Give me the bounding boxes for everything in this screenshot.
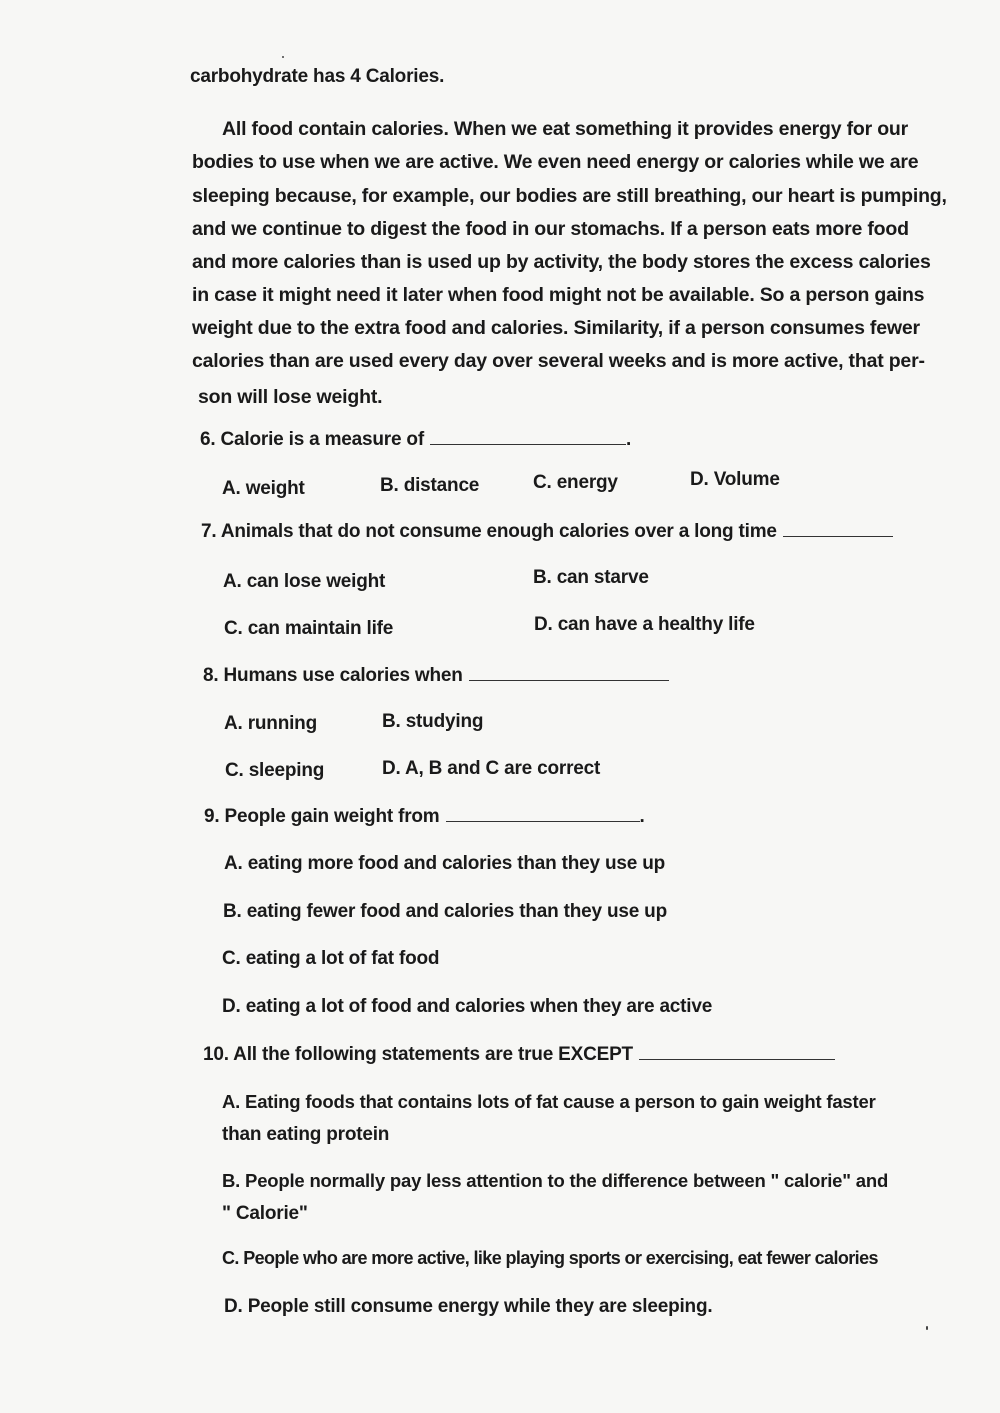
option-letter: A. bbox=[224, 713, 243, 734]
option-text: eating more food and calories than they use up bbox=[242, 853, 666, 874]
q10-option-d[interactable] bbox=[224, 1296, 712, 1318]
q8-option-c[interactable] bbox=[225, 760, 324, 782]
paragraph-line: sleeping because, for example, our bodies are still breathing, our heart is pumping, bbox=[192, 185, 947, 207]
option-text: Eating foods that contains lots of fat cause a person to gain weight faster bbox=[240, 1091, 876, 1112]
question-8 bbox=[203, 665, 669, 687]
option-letter: B. bbox=[222, 1170, 241, 1191]
question-stem: 8. Humans use calories when bbox=[203, 665, 463, 686]
dust-speck bbox=[926, 1326, 928, 1330]
q7-option-b[interactable] bbox=[533, 567, 649, 589]
option-text: eating a lot of food and calories when they are active bbox=[240, 996, 713, 1017]
q8-option-b[interactable] bbox=[382, 711, 483, 733]
paragraph-line: in case it might need it later when food might not be available. So a person gains bbox=[192, 284, 925, 306]
option-text: studying bbox=[400, 711, 484, 732]
q9-option-d[interactable] bbox=[222, 996, 712, 1018]
option-letter: D. bbox=[382, 758, 401, 779]
option-letter: C. bbox=[533, 472, 552, 493]
paragraph-line: weight due to the extra food and calories. Similarity, if a person consumes fewer bbox=[192, 317, 920, 339]
answer-blank[interactable] bbox=[639, 1044, 835, 1060]
question-stem: 6. Calorie is a measure of bbox=[200, 429, 424, 450]
question-suffix: . bbox=[639, 806, 645, 827]
option-text: Volume bbox=[708, 469, 780, 490]
q10-option-b[interactable] bbox=[222, 1170, 888, 1192]
option-text: People still consume energy while they are sleeping. bbox=[242, 1296, 713, 1317]
q9-option-a[interactable] bbox=[224, 853, 665, 875]
option-letter: C. bbox=[222, 948, 241, 969]
option-letter: B. bbox=[382, 711, 401, 732]
q10-option-a[interactable] bbox=[222, 1091, 876, 1113]
q9-option-b[interactable] bbox=[223, 901, 667, 923]
paragraph-line: and we continue to digest the food in our stomachs. If a person eats more food bbox=[192, 218, 909, 240]
q10-option-b-cont: " Calorie" bbox=[222, 1203, 308, 1224]
q6-option-a[interactable] bbox=[222, 478, 305, 500]
q7-option-c[interactable] bbox=[224, 618, 393, 640]
q6-option-c[interactable] bbox=[533, 472, 618, 494]
answer-blank[interactable] bbox=[430, 429, 626, 445]
paragraph-line: All food contain calories. When we eat something it provides energy for our bbox=[222, 118, 909, 140]
option-letter: D. bbox=[690, 469, 709, 490]
q6-option-b[interactable] bbox=[380, 475, 479, 497]
option-text: distance bbox=[398, 475, 480, 496]
option-text: energy bbox=[551, 472, 618, 493]
option-text: can lose weight bbox=[241, 571, 386, 592]
option-letter: A. bbox=[222, 478, 241, 499]
question-stem: 7. Animals that do not consume enough calories over a long time bbox=[201, 521, 777, 542]
option-letter: D. bbox=[534, 614, 553, 635]
q10-option-a-cont: than eating protein bbox=[222, 1124, 390, 1145]
option-letter: A. bbox=[224, 853, 243, 874]
option-letter: C. bbox=[222, 1248, 239, 1268]
dust-speck bbox=[282, 56, 284, 58]
option-text: can maintain life bbox=[242, 618, 394, 639]
option-letter: B. bbox=[380, 475, 399, 496]
option-text: running bbox=[242, 713, 317, 734]
paragraph-line: calories than are used every day over several weeks and is more active, that per- bbox=[192, 350, 925, 372]
option-text: A, B and C are correct bbox=[400, 758, 601, 779]
answer-blank[interactable] bbox=[469, 665, 669, 681]
option-letter: D. bbox=[222, 996, 241, 1017]
option-text: People normally pay less attention to the difference between " calorie" and bbox=[240, 1170, 889, 1191]
question-7 bbox=[201, 521, 893, 543]
option-letter: A. bbox=[222, 1091, 241, 1112]
q8-option-a[interactable] bbox=[224, 713, 317, 735]
option-letter: B. bbox=[533, 567, 552, 588]
option-letter: C. bbox=[225, 760, 244, 781]
answer-blank[interactable] bbox=[446, 806, 640, 822]
option-text: sleeping bbox=[243, 760, 325, 781]
option-letter: A. bbox=[223, 571, 242, 592]
question-suffix: . bbox=[625, 429, 632, 450]
q8-option-d[interactable] bbox=[382, 758, 600, 780]
q7-option-d[interactable] bbox=[534, 614, 755, 636]
option-text: eating a lot of fat food bbox=[240, 948, 440, 969]
option-text: eating fewer food and calories than they use up bbox=[241, 901, 667, 922]
q6-option-d[interactable] bbox=[690, 469, 780, 491]
option-text: weight bbox=[240, 478, 305, 499]
q7-option-a[interactable] bbox=[223, 571, 385, 593]
q10-option-c[interactable] bbox=[222, 1248, 878, 1269]
paragraph-line: bodies to use when we are active. We even need energy or calories while we are bbox=[192, 151, 919, 173]
question-10 bbox=[203, 1044, 835, 1066]
paragraph-line: son will lose weight. bbox=[198, 386, 383, 408]
intro-line: carbohydrate has 4 Calories. bbox=[190, 66, 445, 87]
option-text: can have a healthy life bbox=[552, 614, 755, 635]
option-letter: C. bbox=[224, 618, 243, 639]
question-9 bbox=[204, 806, 645, 828]
answer-blank[interactable] bbox=[783, 521, 893, 537]
option-text: can starve bbox=[551, 567, 649, 588]
option-letter: D. bbox=[224, 1296, 243, 1317]
option-text: People who are more active, like playing sports or exercising, eat fewer calories bbox=[238, 1248, 878, 1268]
option-letter: B. bbox=[223, 901, 242, 922]
q9-option-c[interactable] bbox=[222, 948, 439, 970]
question-stem: 9. People gain weight from bbox=[204, 806, 440, 827]
paragraph-line: and more calories than is used up by activity, the body stores the excess calories bbox=[192, 251, 931, 273]
question-6 bbox=[200, 429, 631, 451]
question-stem: 10. All the following statements are true EXCEPT bbox=[203, 1044, 633, 1065]
